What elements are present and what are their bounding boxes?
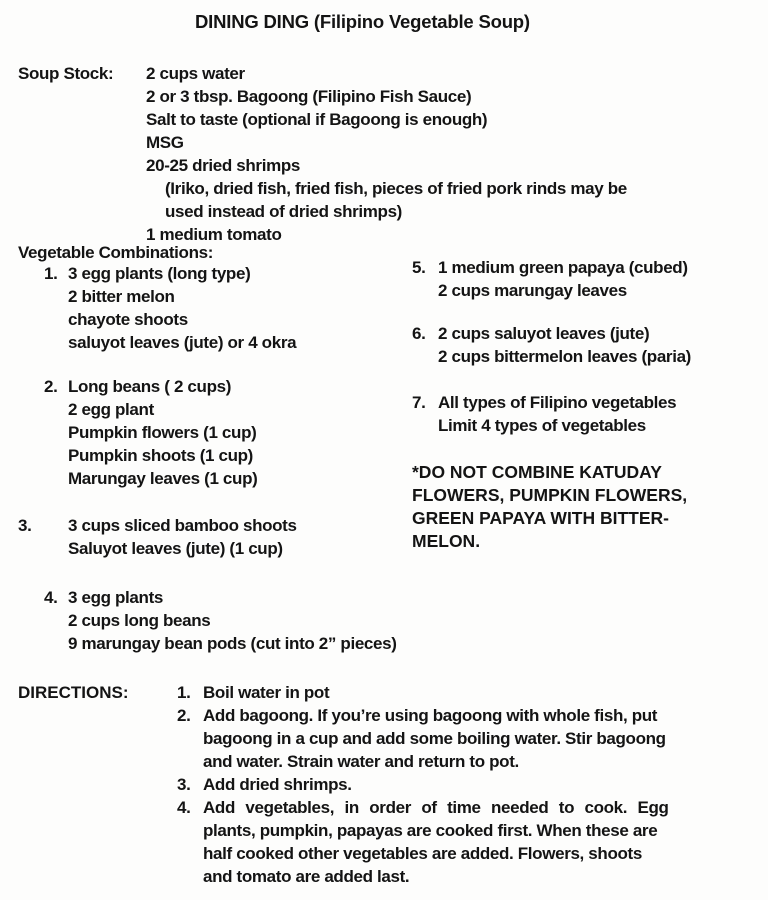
- step-text: half cooked other vegetables are added. Flowers, shoots: [203, 844, 642, 863]
- stock-item: MSG: [146, 133, 184, 152]
- stock-item: 2 cups water: [146, 64, 245, 83]
- step-text: and tomato are added last.: [203, 867, 410, 886]
- stock-item: 20-25 dried shrimps: [146, 156, 300, 175]
- stock-substitution-note: (Iriko, dried fish, fried fish, pieces of fried pork rinds may be: [165, 179, 627, 198]
- step-text: Add bagoong. If you’re using bagoong with whole fish, put: [203, 706, 658, 725]
- step-number: 2.: [177, 706, 191, 725]
- warning-line: MELON.: [412, 531, 481, 551]
- combination-item: saluyot leaves (jute) or 4 okra: [68, 333, 297, 352]
- combination-number: 5.: [412, 258, 426, 277]
- combination-item: 3 egg plants: [68, 588, 163, 607]
- combination-item: Pumpkin shoots (1 cup): [68, 446, 253, 465]
- stock-item: 1 medium tomato: [146, 225, 282, 244]
- combination-item: 2 cups saluyot leaves (jute): [438, 324, 650, 343]
- combination-item: 2 cups long beans: [68, 611, 211, 630]
- step-text: Boil water in pot: [203, 683, 330, 702]
- step-number: 3.: [177, 775, 191, 794]
- direction-step-4: [177, 796, 737, 888]
- combination-item: All types of Filipino vegetables: [438, 393, 677, 412]
- combination-item: 2 egg plant: [68, 400, 154, 419]
- soup-stock-label: Soup Stock:: [18, 64, 114, 83]
- combination-item: chayote shoots: [68, 310, 188, 329]
- combination-item: Pumpkin flowers (1 cup): [68, 423, 257, 442]
- directions-label: DIRECTIONS:: [18, 683, 129, 702]
- combination-item: 1 medium green papaya (cubed): [438, 258, 688, 277]
- step-number: 4.: [177, 798, 191, 817]
- step-text: and water. Strain water and return to pot.: [203, 752, 519, 771]
- combination-item: 2 cups marungay leaves: [438, 281, 627, 300]
- direction-step-1: [177, 681, 737, 704]
- stock-substitution-note: used instead of dried shrimps): [165, 202, 402, 221]
- combination-item: 2 bitter melon: [68, 287, 175, 306]
- combination-number: 1.: [44, 264, 58, 283]
- directions-list: [177, 681, 737, 888]
- direction-step-3: [177, 773, 737, 796]
- combination-number: 2.: [44, 377, 58, 396]
- combination-number: 6.: [412, 324, 426, 343]
- warning-line: *DO NOT COMBINE KATUDAY: [412, 462, 662, 482]
- combination-number: 7.: [412, 393, 426, 412]
- combination-item: 9 marungay bean pods (cut into 2” pieces): [68, 634, 397, 653]
- combination-item: Limit 4 types of vegetables: [438, 416, 646, 435]
- step-number: 1.: [177, 683, 191, 702]
- combination-warning: [412, 461, 687, 553]
- soup-stock-list: [146, 62, 627, 246]
- combination-number: 4.: [44, 588, 58, 607]
- step-text: plants, pumpkin, papayas are cooked first. When these are: [203, 821, 658, 840]
- combination-item: Saluyot leaves (jute) (1 cup): [68, 539, 283, 558]
- recipe-title: DINING DING (Filipino Vegetable Soup): [195, 11, 530, 32]
- combination-item: Marungay leaves (1 cup): [68, 469, 258, 488]
- warning-line: FLOWERS, PUMPKIN FLOWERS,: [412, 485, 688, 505]
- combination-number: 3.: [18, 516, 32, 535]
- vegetable-combinations-heading: Vegetable Combinations:: [18, 243, 214, 262]
- combination-item: Long beans ( 2 cups): [68, 377, 232, 396]
- step-text: Add dried shrimps.: [203, 775, 352, 794]
- combination-item: 3 egg plants (long type): [68, 264, 251, 283]
- combination-item: 3 cups sliced bamboo shoots: [68, 516, 297, 535]
- direction-step-2: [177, 704, 737, 773]
- step-text: bagoong in a cup and add some boiling water. Stir bagoong: [203, 729, 666, 748]
- combination-item: 2 cups bittermelon leaves (paria): [438, 347, 691, 366]
- warning-line: GREEN PAPAYA WITH BITTER-: [412, 508, 670, 528]
- stock-item: Salt to taste (optional if Bagoong is enough): [146, 110, 488, 129]
- step-text: Add vegetables, in order of time needed to cook. Egg: [203, 798, 669, 817]
- stock-item: 2 or 3 tbsp. Bagoong (Filipino Fish Sauce): [146, 87, 472, 106]
